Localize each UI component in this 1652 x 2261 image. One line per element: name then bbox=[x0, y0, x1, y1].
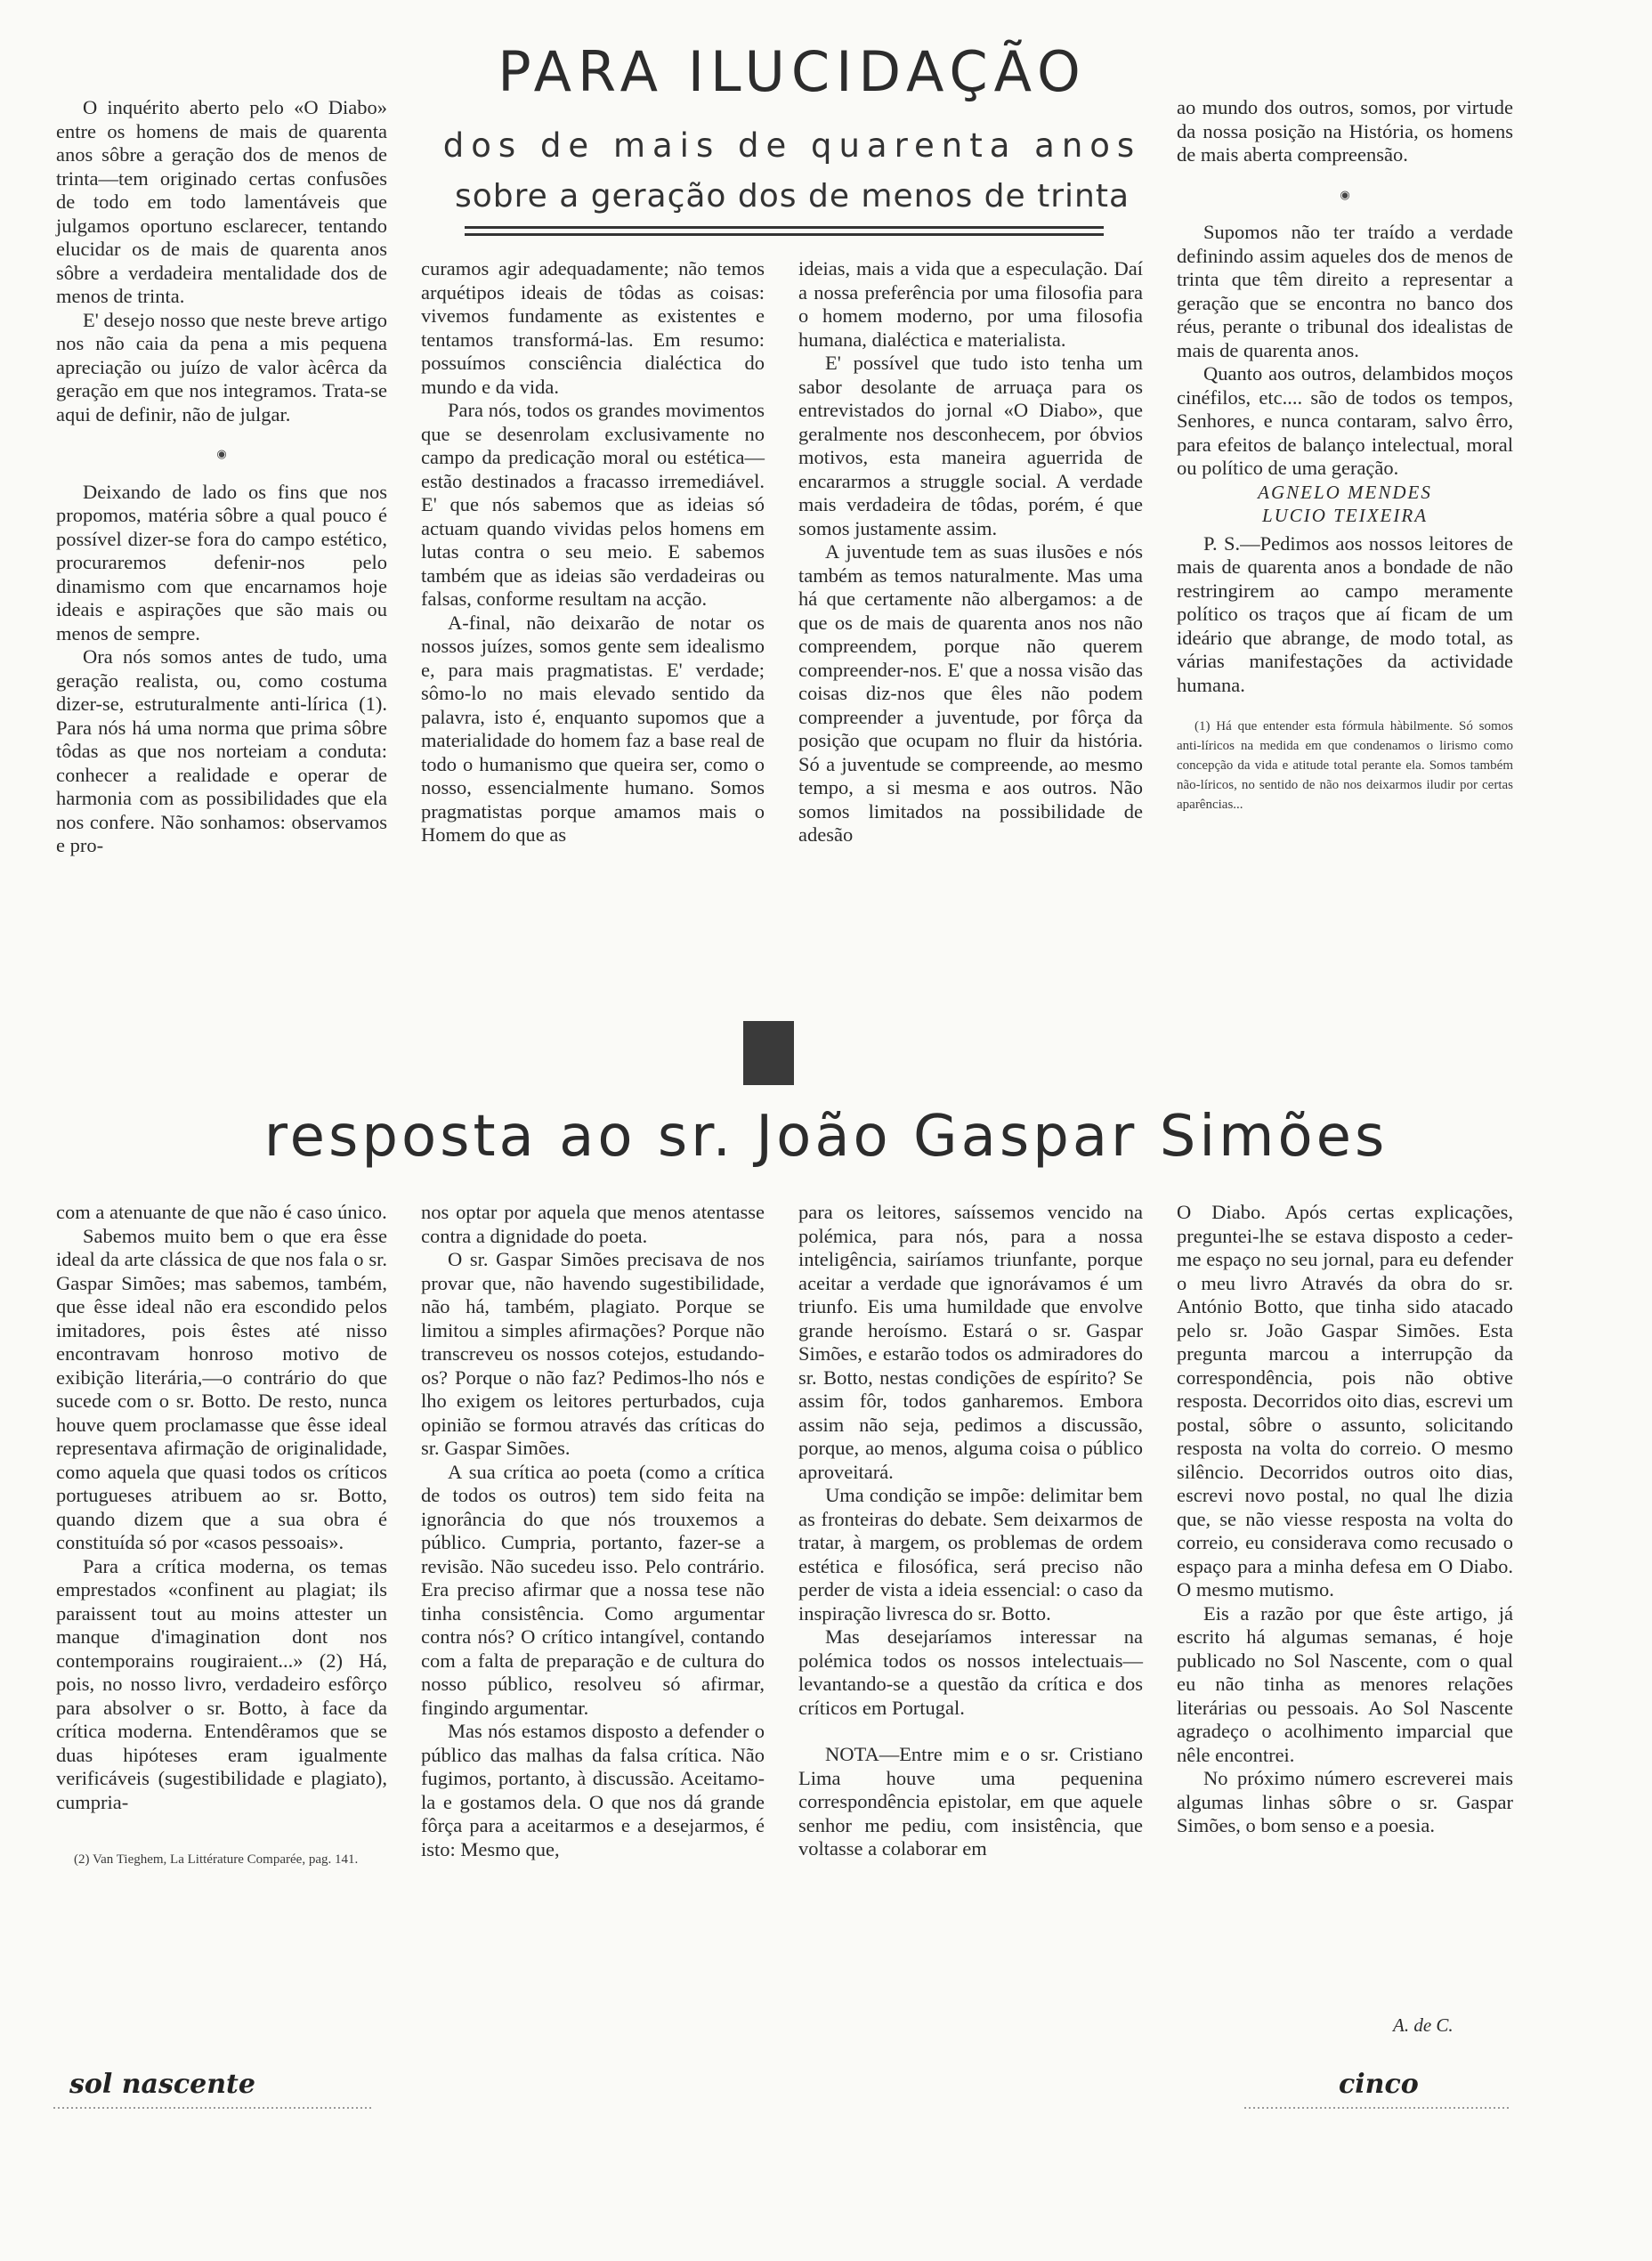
paragraph: Para a crítica moderna, os temas emprestados «confinent au plagiat; ils paraissent tout au moins attester un manque d'imagination dont nos contemporains rougiraient...» (2) Há, pois, no nosso livro, verdadeiro esfôrço para absolver o sr. Botto, à face da crítica moderna. Entendêramos que se duas hipóteses eram igualmente verificáveis (sugestibilidade e plagiato), cumpria- bbox=[56, 1554, 387, 1813]
paragraph: A-final, não deixarão de notar os nossos juízes, somos gente sem idealismo e, para mais pragmatistas. E' verdade; sômo-lo no mais elevado sentido da palavra, isto é, enquanto supomos que a materialidade do homem faz a base real de todo o humanismo que queira ser, como o nosso, essencialmente humano. Somos pragmatistas porque amamos mais o Homem do que as bbox=[421, 611, 765, 846]
article1-column-4 bbox=[1177, 96, 1513, 814]
decorative-square bbox=[743, 1021, 794, 1085]
paragraph: Eis a razão por que êste artigo, já escrito há algumas semanas, é hoje publicado no Sol Nascente, com o qual eu não tinha as menores relações literárias ou pessoais. Ao Sol Nascente agradeço o acolhimento imparcial que nêle encontrei. bbox=[1177, 1601, 1513, 1766]
note-paragraph: NOTA—Entre mim e o sr. Cristiano Lima houve uma pequenina correspondência epistolar, em que aquele senhor me pediu, com insistência, que voltasse a colaborar em bbox=[798, 1743, 1143, 1860]
author-signature-1: AGNELO MENDES bbox=[1258, 481, 1432, 503]
paragraph: Quanto aos outros, delambidos moços cinéfilos, etc.... são de todos os tempos, Senhores, e nunca contaram, salvo êrro, para efeitos de balanço intelectual, moral ou político de uma geração. bbox=[1177, 362, 1513, 479]
article2-title: resposta ao sr. João Gaspar Simões bbox=[263, 1104, 1389, 1170]
article1-column-1 bbox=[56, 96, 387, 858]
paragraph: O sr. Gaspar Simões precisava de nos provar que, não havendo sugestibilidade, não há, também, plagiato. Porque se limitou a simples afirmações? Porque não transcreveu os nossos cotejos, estudando-os? Porque o não faz? Pedimos-lho nós e lho exigem os leitores perturbados, cuja opinião se formou através das críticas do sr. Gaspar Simões. bbox=[421, 1248, 765, 1459]
publication-name: sol nascente bbox=[69, 2069, 255, 2100]
paragraph: Supomos não ter traído a verdade definindo assim aqueles dos de menos de trinta que têm direito a representar a geração que se encontra no banco dos réus, perante o tribunal dos idealistas de mais de quarenta anos. bbox=[1177, 221, 1513, 361]
paragraph: Mas desejaríamos interessar na polémica todos os nossos intelectuais—levantando-se a questão da crítica e dos críticos em Portugal. bbox=[798, 1625, 1143, 1719]
paragraph: Para nós, todos os grandes movimentos que se desenrolam exclusivamente no campo da predicação moral ou estética—estão destinados a fracasso irremediável. E' que nós sabemos que as ideias só actuam quando vividas pelos homens em lutas contra o seu meio. E sabemos também que as ideias são verdadeiras ou falsas, conforme resultam na acção. bbox=[421, 399, 765, 610]
page-number: cinco bbox=[1339, 2069, 1419, 2100]
paragraph: para os leitores, saíssemos vencido na polémica, para nós, para a nossa inteligência, sairíamos triunfante, porque aceitar a verdade que ignorávamos é um triunfo. Eis uma humildade que envolve grande heroísmo. Estará o sr. Gaspar Simões, e estarão todos os admiradores do sr. Botto, nestas condições de espírito? Se assim fôr, todos ganharemos. Embora assim não seja, pedimos a discussão, porque, ao menos, alguma coisa o público aproveitará. bbox=[798, 1201, 1143, 1483]
postscript: P. S.—Pedimos aos nossos leitores de mais de quarenta anos a bondade de não restringirem ao campo meramente político os traços que aí ficam de um ideário que abrange, de modo total, as várias manifestações da actividade humana. bbox=[1177, 531, 1513, 696]
bullet-icon: ◉ bbox=[1340, 187, 1350, 201]
headline-subtitle-2: sobre a geração dos de menos de trinta bbox=[454, 178, 1130, 215]
article1-column-2 bbox=[421, 257, 765, 847]
paragraph: ao mundo dos outros, somos, por virtude da nossa posição na História, os homens de mais aberta compreensão. bbox=[1177, 96, 1513, 166]
author-initials: A. de C. bbox=[1393, 2014, 1454, 2036]
paragraph: O inquérito aberto pelo «O Diabo» entre os homens de mais de quarenta anos sôbre a geração dos de menos de trinta—tem originado certas confusões de todo em todo lamentáveis que julgamos oportuno esclarecer, tentando elucidar os de mais de quarenta anos sôbre a verdadeira mentalidade dos de menos de trinta. bbox=[56, 96, 387, 307]
paragraph: Sabemos muito bem o que era êsse ideal da arte clássica de que nos fala o sr. Gaspar Simões; mas sabemos, também, que êsse ideal não era escondido pelos imitadores, pois êstes até nisso encontravam honroso motivo de exibição literária,—o contrário do que sucede com o sr. Botto. De resto, nunca houve quem proclamasse que êsse ideal representava afirmação de originalidade, como aquela que quasi todos os críticos portugueses atribuem ao sr. Botto, quando dizem que a sua obra é constituída só por «casos pessoais». bbox=[56, 1224, 387, 1553]
paragraph: nos optar por aquela que menos atentasse contra a dignidade do poeta. bbox=[421, 1201, 765, 1247]
article1-column-3 bbox=[798, 257, 1143, 847]
paragraph: curamos agir adequadamente; não temos arquétipos ideais de tôdas as coisas: vivemos fundamente as existentes e tentamos transformá-las. Em resumo: possuímos consciência dialéctica do mundo e da vida. bbox=[421, 257, 765, 398]
footnote: (2) Van Tieghem, La Littérature Comparée, pag. 141. bbox=[74, 1852, 359, 1867]
article2-column-3 bbox=[798, 1201, 1143, 1861]
paragraph: Ora nós somos antes de tudo, uma geração realista, ou, como costuma dizer-se, estruturalmente anti-lírica (1). Para nós há uma norma que prima sôbre tôdas as que nos norteiam a conduta: conhecer a realidade e operar de harmonia com as possibilidades que ela nos confere. Não sonhamos: observamos e pro- bbox=[56, 645, 387, 856]
article2-column-4 bbox=[1177, 1201, 1513, 1838]
paragraph: A sua crítica ao poeta (como a crítica de todos os outros) tem sido feita na ignorância do que nós trouxemos a público. Cumpria, portanto, fazer-se a revisão. Não sucedeu isso. Pelo contrário. Era preciso afirmar que a nossa tese não tinha consistência. Como argumentar contra nós? O crítico intangível, contando com a falta de preparação e de cultura do nosso público, resolveu só afirmar, fingindo argumentar. bbox=[421, 1460, 765, 1719]
paragraph: A juventude tem as suas ilusões e nós também as temos naturalmente. Mas uma há que certamente não albergamos: a de que os de mais de quarenta anos nos não compreendem, porque não querem compreender-nos. E' que a nossa visão das coisas diz-nos que êles não podem compreender a juventude, por fôrça da posição que ocupam no fluir da história. Só a juventude se compreende, ao mesmo tempo, a si mesma e aos outros. Não somos limitados na possibilidade de adesão bbox=[798, 540, 1143, 846]
footer-rule-left bbox=[53, 2107, 374, 2109]
author-signature-2: LUCIO TEIXEIRA bbox=[1261, 504, 1429, 526]
paragraph: No próximo número escreverei mais algumas linhas sôbre o sr. Gaspar Simões, o bom senso e a poesia. bbox=[1177, 1767, 1513, 1836]
paragraph: E' desejo nosso que neste breve artigo nos não caia da pena a mis pequena apreciação ou juízo de valor àcêrca da geração em que nos integramos. Trata-se aqui de definir, não de julgar. bbox=[56, 308, 387, 425]
footnote: (1) Há que entender esta fórmula hàbilmente. Só somos anti-líricos na medida em que condenamos o lirismo como concepção da vida e atitude total perante ela. Somos também não-líricos, no sentido de não nos deixarmos iludir por certas aparências... bbox=[1177, 719, 1513, 812]
bullet-icon: ◉ bbox=[216, 447, 227, 460]
paragraph: Uma condição se impõe: delimitar bem as fronteiras do debate. Sem deixarmos de tratar, à margem, os problemas de ordem estética e filosófica, será preciso não perder de vista a ideia essencial: o caso da inspiração livresca do sr. Botto. bbox=[798, 1484, 1143, 1625]
paragraph: ideias, mais a vida que a especulação. Daí a nossa preferência por uma filosofia para o homem moderno, por uma filosofia humana, dialéctica e materialista. bbox=[798, 257, 1143, 351]
paragraph: Deixando de lado os fins que nos propomos, matéria sôbre a qual pouco é possível dizer-se fora do campo estético, procuraremos defenir-nos pelo dinamismo com que encarnamos hoje ideais e aspirações que são mais ou menos de sempre. bbox=[56, 480, 387, 644]
headline-rule-2 bbox=[465, 233, 1104, 236]
paragraph: O Diabo. Após certas explicações, preguntei-lhe se estava disposto a ceder-me espaço no seu jornal, para eu defender o meu livro Através da obra do sr. António Botto, que tinha sido atacado pelo sr. João Gaspar Simões. Esta pregunta marcou a interrupção da correspondência, pois não obtive resposta. Decorridos oito dias, escrevi um postal, sôbre o assunto, solicitando resposta na volta do correio. O mesmo silêncio. Decorridos outros oito dias, escrevi novo postal, no qual lhe dizia que, se não viesse resposta na volta do correio, eu considerava como recusado o espaço para a minha defesa em O Diabo. O mesmo mutismo. bbox=[1177, 1201, 1513, 1601]
paragraph: E' possível que tudo isto tenha um sabor desolante de arruaça para os entrevistados do jornal «O Diabo», que geralmente nos desconhecem, por óbvios motivos, esta maneira aguerrida de encararmos a struggle social. A verdade mais verdadeira de tôdas, porém, é que somos justamente assim. bbox=[798, 352, 1143, 539]
headline-subtitle-1: dos de mais de quarenta anos bbox=[442, 126, 1142, 165]
paragraph: com a atenuante de que não é caso único. bbox=[56, 1201, 387, 1223]
headline-title: PARA ILUCIDAÇÃO bbox=[498, 39, 1087, 104]
headline-rule-1 bbox=[465, 226, 1104, 229]
article2-column-1 bbox=[56, 1201, 387, 1869]
footer-rule-right bbox=[1244, 2107, 1511, 2109]
article2-column-2 bbox=[421, 1201, 765, 1861]
paragraph: Mas nós estamos disposto a defender o público das malhas da falsa crítica. Não fugimos, portanto, à discussão. Aceitamo-la e gostamos dela. O que nos dá grande fôrça para a aceitarmos e a desejarmos, é isto: Mesmo que, bbox=[421, 1720, 765, 1860]
